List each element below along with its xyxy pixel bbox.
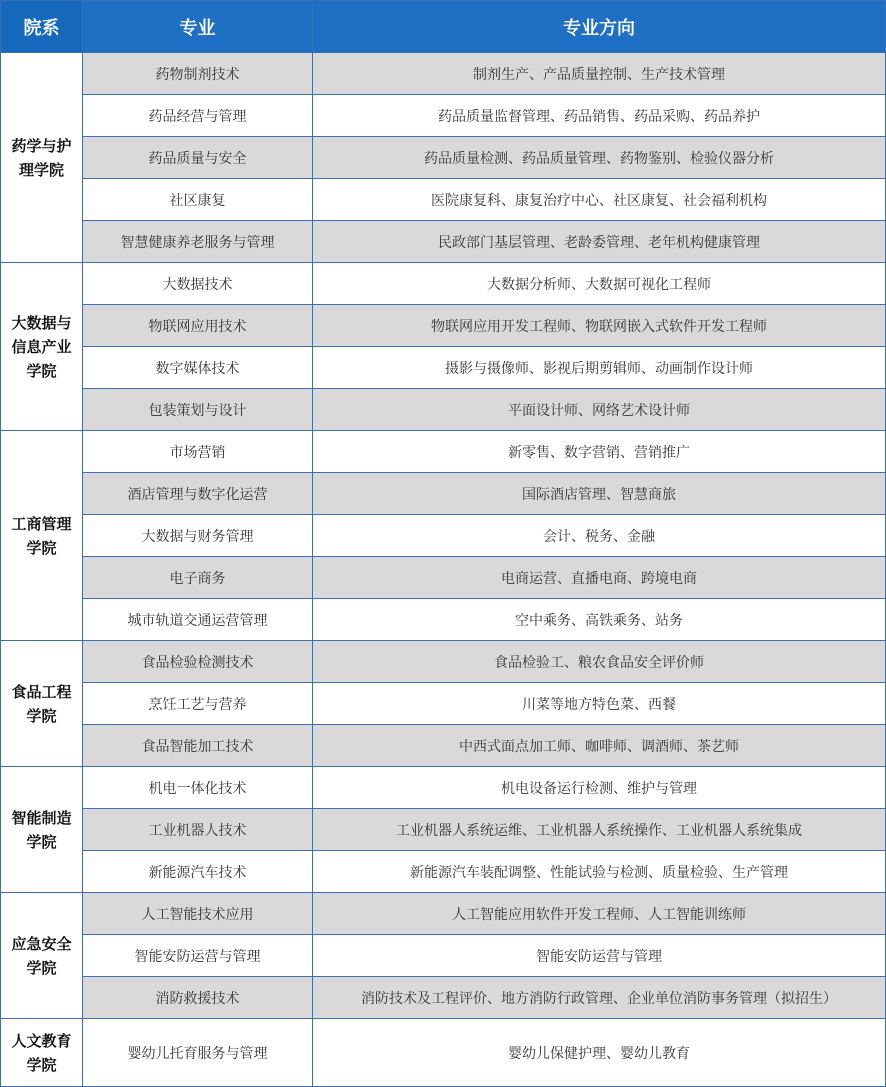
major-cell: 机电一体化技术 [83, 767, 313, 809]
table-row [1, 347, 886, 389]
major-cell: 消防救援技术 [83, 977, 313, 1019]
direction-cell: 国际酒店管理、智慧商旅 [313, 473, 886, 515]
major-cell: 大数据与财务管理 [83, 515, 313, 557]
major-cell: 社区康复 [83, 179, 313, 221]
major-cell: 药品质量与安全 [83, 137, 313, 179]
major-cell: 包装策划与设计 [83, 389, 313, 431]
table-row [1, 935, 886, 977]
direction-cell: 机电设备运行检测、维护与管理 [313, 767, 886, 809]
direction-cell: 会计、税务、金融 [313, 515, 886, 557]
table-row [1, 95, 886, 137]
direction-cell: 民政部门基层管理、老龄委管理、老年机构健康管理 [313, 221, 886, 263]
table-body [1, 53, 886, 1087]
table-row [1, 263, 886, 305]
direction-cell: 新零售、数字营销、营销推广 [313, 431, 886, 473]
major-cell: 市场营销 [83, 431, 313, 473]
college-cell: 食品工程学院 [1, 641, 83, 767]
college-cell: 大数据与信息产业学院 [1, 263, 83, 431]
college-cell: 应急安全学院 [1, 893, 83, 1019]
table-row [1, 305, 886, 347]
direction-cell: 婴幼儿保健护理、婴幼儿教育 [313, 1019, 886, 1087]
table-row [1, 599, 886, 641]
direction-cell: 中西式面点加工师、咖啡师、调酒师、茶艺师 [313, 725, 886, 767]
college-cell: 智能制造学院 [1, 767, 83, 893]
major-cell: 食品检验检测技术 [83, 641, 313, 683]
major-cell: 智慧健康养老服务与管理 [83, 221, 313, 263]
direction-cell: 摄影与摄像师、影视后期剪辑师、动画制作设计师 [313, 347, 886, 389]
major-cell: 烹饪工艺与营养 [83, 683, 313, 725]
table-row [1, 431, 886, 473]
table-row [1, 137, 886, 179]
major-cell: 食品智能加工技术 [83, 725, 313, 767]
major-cell: 城市轨道交通运营管理 [83, 599, 313, 641]
table-row [1, 1019, 886, 1087]
college-cell: 工商管理学院 [1, 431, 83, 641]
major-cell: 酒店管理与数字化运营 [83, 473, 313, 515]
direction-cell: 智能安防运营与管理 [313, 935, 886, 977]
major-cell: 智能安防运营与管理 [83, 935, 313, 977]
college-cell: 人文教育学院 [1, 1019, 83, 1087]
major-cell: 工业机器人技术 [83, 809, 313, 851]
direction-cell: 食品检验工、粮农食品安全评价师 [313, 641, 886, 683]
direction-cell: 医院康复科、康复治疗中心、社区康复、社会福利机构 [313, 179, 886, 221]
table-row [1, 809, 886, 851]
table-row [1, 851, 886, 893]
major-cell: 物联网应用技术 [83, 305, 313, 347]
table-row [1, 389, 886, 431]
table-row [1, 893, 886, 935]
table-row [1, 641, 886, 683]
table-row [1, 221, 886, 263]
major-cell: 数字媒体技术 [83, 347, 313, 389]
header-college: 院系 [1, 1, 83, 53]
direction-cell: 川菜等地方特色菜、西餐 [313, 683, 886, 725]
header-direction: 专业方向 [313, 1, 886, 53]
table-row [1, 515, 886, 557]
major-cell: 婴幼儿托育服务与管理 [83, 1019, 313, 1087]
table-row [1, 53, 886, 95]
direction-cell: 平面设计师、网络艺术设计师 [313, 389, 886, 431]
direction-cell: 工业机器人系统运维、工业机器人系统操作、工业机器人系统集成 [313, 809, 886, 851]
major-cell: 大数据技术 [83, 263, 313, 305]
college-cell: 药学与护理学院 [1, 53, 83, 263]
direction-cell: 新能源汽车装配调整、性能试验与检测、质量检验、生产管理 [313, 851, 886, 893]
table-row [1, 767, 886, 809]
direction-cell: 制剂生产、产品质量控制、生产技术管理 [313, 53, 886, 95]
major-cell: 人工智能技术应用 [83, 893, 313, 935]
direction-cell: 人工智能应用软件开发工程师、人工智能训练师 [313, 893, 886, 935]
major-cell: 电子商务 [83, 557, 313, 599]
major-cell: 新能源汽车技术 [83, 851, 313, 893]
table-row [1, 557, 886, 599]
major-cell: 药品经营与管理 [83, 95, 313, 137]
table-row [1, 977, 886, 1019]
direction-cell: 空中乘务、高铁乘务、站务 [313, 599, 886, 641]
direction-cell: 电商运营、直播电商、跨境电商 [313, 557, 886, 599]
major-cell: 药物制剂技术 [83, 53, 313, 95]
header-major: 专业 [83, 1, 313, 53]
direction-cell: 大数据分析师、大数据可视化工程师 [313, 263, 886, 305]
table-row [1, 683, 886, 725]
direction-cell: 药品质量监督管理、药品销售、药品采购、药品养护 [313, 95, 886, 137]
table-row [1, 725, 886, 767]
direction-cell: 消防技术及工程评价、地方消防行政管理、企业单位消防事务管理（拟招生） [313, 977, 886, 1019]
table-row [1, 179, 886, 221]
direction-cell: 物联网应用开发工程师、物联网嵌入式软件开发工程师 [313, 305, 886, 347]
direction-cell: 药品质量检测、药品质量管理、药物鉴别、检验仪器分析 [313, 137, 886, 179]
table-row [1, 473, 886, 515]
table-header-row [1, 1, 886, 53]
